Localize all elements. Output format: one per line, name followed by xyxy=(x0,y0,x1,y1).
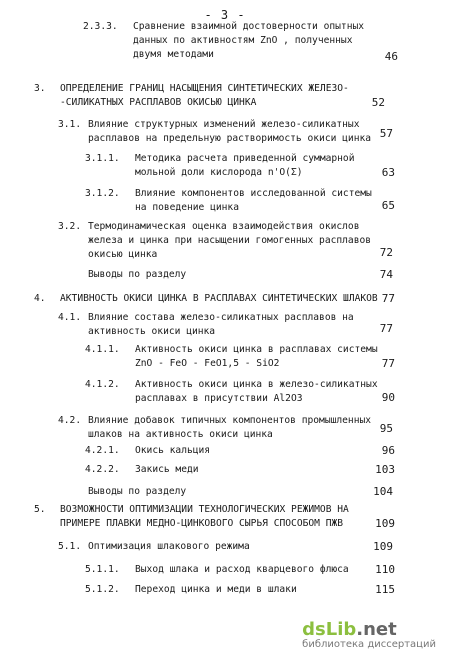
toc-entry-page: 96 xyxy=(381,444,395,457)
toc-entry-number: 5. xyxy=(34,504,46,515)
toc-entry xyxy=(85,152,395,180)
toc-entry-page: 77 xyxy=(379,322,393,335)
toc-entry-number: 3. xyxy=(34,83,46,94)
toc-entry-title: Влияние структурных изменений железо-силикатных расплавов на предельную растворимость окиси цинка xyxy=(88,119,372,144)
toc-entry-title: Выводы по разделу xyxy=(88,269,187,280)
toc-entry-title: Сравнение взаимной достоверности опытных данных по активностям ZnO , полученных двумя методами xyxy=(133,21,365,60)
toc-entry-number: 3.1. xyxy=(58,119,82,130)
toc-entry-page: 74 xyxy=(379,268,393,281)
toc-entry xyxy=(88,485,393,499)
toc-entry-title: Выход шлака и расход кварцевого флюса xyxy=(135,564,349,575)
toc-entry xyxy=(85,378,395,406)
toc-entry-number: 4.2.2. xyxy=(85,464,120,475)
toc-entry-title: ВОЗМОЖНОСТИ ОПТИМИЗАЦИИ ТЕХНОЛОГИЧЕСКИХ РЕЖИМОВ НА ПРИМЕРЕ ПЛАВКИ МЕДНО-ЦИНКОВОГО СЫРЬЯ СПОСОБОМ ПЖВ xyxy=(60,504,349,529)
toc-entry-page: 77 xyxy=(381,292,395,305)
toc-entry xyxy=(85,343,395,371)
toc-entry xyxy=(83,20,398,63)
watermark xyxy=(302,621,436,651)
toc-entry xyxy=(58,311,393,339)
toc-entry-number: 5.1.2. xyxy=(85,584,120,595)
watermark-logo-tld: .net xyxy=(356,619,397,640)
toc-entry xyxy=(88,268,393,282)
toc-entry-page: 90 xyxy=(381,391,395,404)
toc-entry-title: Влияние добавок типичных компонентов промышленных шлаков на активность окиси цинка xyxy=(88,415,372,440)
toc-entry-page: 104 xyxy=(373,485,393,498)
toc-entry xyxy=(34,82,385,110)
watermark-logo xyxy=(302,621,436,639)
toc-entry-page: 95 xyxy=(379,422,393,435)
toc-entry-title: Переход цинка и меди в шлаки xyxy=(135,584,297,595)
toc-entry-page: 103 xyxy=(375,463,395,476)
toc-entry-title: Влияние компонентов исследованной системы на поведение цинка xyxy=(135,188,372,213)
toc-entry xyxy=(85,463,395,477)
watermark-subtitle: библиотека диссертаций xyxy=(302,639,436,650)
toc-entry xyxy=(34,292,395,306)
toc-entry-title: Окись кальция xyxy=(135,445,211,456)
toc-entry xyxy=(85,444,395,458)
toc-entry-page: 109 xyxy=(373,540,393,553)
toc-entry-title: Термодинамическая оценка взаимодействия окислов железа и цинка при насыщении гомогенных расплавов окисью цинка xyxy=(88,221,372,260)
toc-entry-number: 4.2.1. xyxy=(85,445,120,456)
toc-entry xyxy=(85,563,395,577)
toc-entry xyxy=(58,414,393,442)
watermark-logo-main: dsLib xyxy=(302,619,357,640)
toc-entry-page: 46 xyxy=(384,50,398,63)
toc-entry xyxy=(58,540,393,554)
toc-entry-page: 115 xyxy=(375,583,395,596)
toc-entry-number: 5.1. xyxy=(58,541,82,552)
toc-entry xyxy=(34,503,395,531)
toc-entry-page: 52 xyxy=(371,96,385,109)
toc-entry-number: 3.1.1. xyxy=(85,153,120,164)
toc-entry xyxy=(58,220,393,262)
toc-entry-title: Методика расчета приведенной суммарной мольной доли кислорода n'O(Σ) xyxy=(135,153,355,178)
toc-entry-page: 110 xyxy=(375,563,395,576)
toc-entry-title: Выводы по разделу xyxy=(88,486,187,497)
toc-entry-number: 4.1.2. xyxy=(85,379,120,390)
toc-entry-title: Активность окиси цинка в железо-силикатных расплавах в присутствии Al2O3 xyxy=(135,379,378,404)
toc-entry-title: Активность окиси цинка в расплавах системы ZnO - FeO - FeO1,5 - SiO2 xyxy=(135,344,378,369)
toc-entry-number: 4. xyxy=(34,293,46,304)
toc-entry-number: 5.1.1. xyxy=(85,564,120,575)
page-number: - 3 - xyxy=(204,8,246,22)
toc-entry-number: 4.2. xyxy=(58,415,82,426)
toc-entry-number: 4.1.1. xyxy=(85,344,120,355)
toc-entry-page: 65 xyxy=(381,199,395,212)
toc-entry-number: 3.2. xyxy=(58,221,82,232)
toc-entry xyxy=(85,583,395,597)
toc-entry-title: АКТИВНОСТЬ ОКИСИ ЦИНКА В РАСПЛАВАХ СИНТЕТИЧЕСКИХ ШЛАКОВ xyxy=(60,293,378,304)
toc-entry-title: ОПРЕДЕЛЕНИЕ ГРАНИЦ НАСЫЩЕНИЯ СИНТЕТИЧЕСКИХ ЖЕЛЕЗО- -СИЛИКАТНЫХ РАСПЛАВОВ ОКИСЬЮ ЦИНКА xyxy=(60,83,349,108)
toc-entry-number: 4.1. xyxy=(58,312,82,323)
toc-entry-title: Закись меди xyxy=(135,464,199,475)
toc-entry-page: 72 xyxy=(379,246,393,259)
toc-entry xyxy=(58,118,393,146)
toc-entry xyxy=(85,187,395,215)
toc-entry-page: 63 xyxy=(381,166,395,179)
toc-entry-number: 3.1.2. xyxy=(85,188,120,199)
toc-entry-page: 57 xyxy=(379,127,393,140)
toc-entry-title: Влияние состава железо-силикатных расплавов на активность окиси цинка xyxy=(88,312,354,337)
toc-entry-page: 109 xyxy=(375,517,395,530)
toc-entry-page: 77 xyxy=(381,357,395,370)
toc-entry-title: Оптимизация шлакового режима xyxy=(88,541,250,552)
toc-entry-number: 2.3.3. xyxy=(83,21,118,32)
